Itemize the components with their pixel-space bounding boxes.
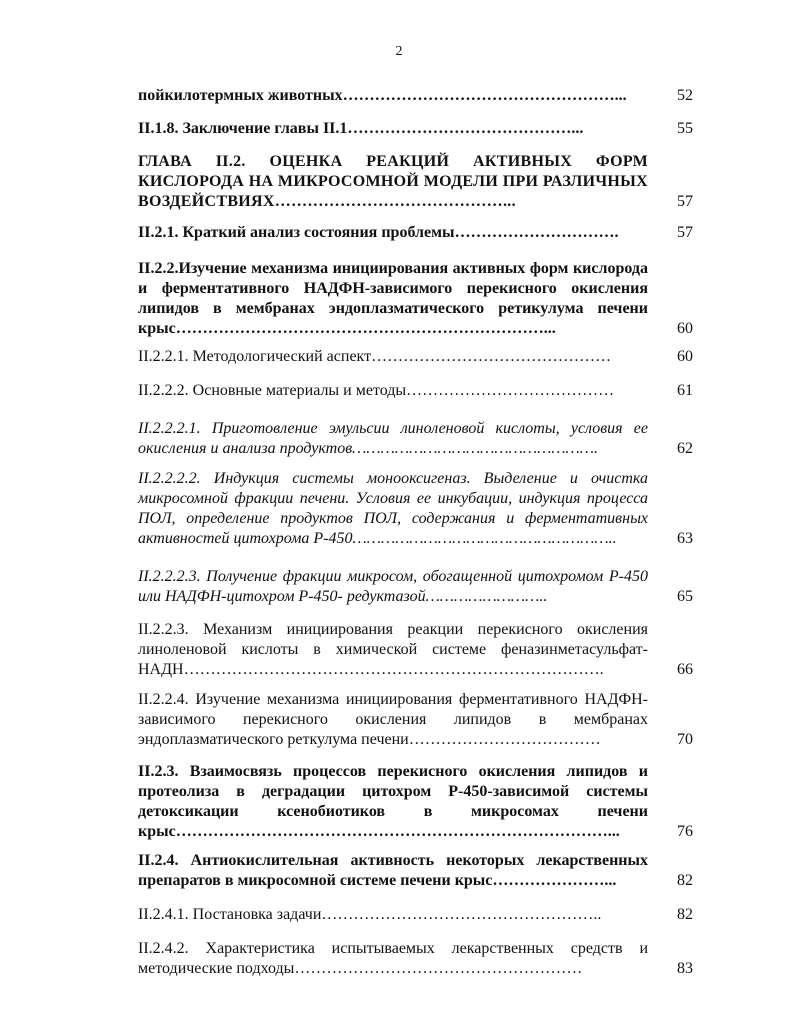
toc-entry[interactable] bbox=[138, 469, 693, 549]
toc-entry[interactable] bbox=[138, 939, 693, 979]
toc-entry-page: 65 bbox=[677, 588, 693, 605]
toc-entry-title: ГЛАВА II.2. ОЦЕНКА РЕАКЦИЙ АКТИВНЫХ ФОРМ КИСЛОРОДА НА МИКРОСОМНОЙ МОДЕЛИ ПРИ РАЗЛИЧНЫХ ВОЗДЕЙСТВИЯХ……………………………………... bbox=[138, 153, 648, 210]
toc-entry[interactable] bbox=[138, 762, 693, 842]
toc-entry-title: II.2.4.2. Характеристика испытываемых лекарственных средств и методические подходы……………………………………………… bbox=[138, 940, 648, 977]
toc-entry-page: 83 bbox=[677, 960, 693, 977]
toc-entry-page: 60 bbox=[677, 320, 693, 337]
toc-entry-page: 66 bbox=[677, 661, 693, 678]
toc-entry-page: 82 bbox=[677, 906, 693, 923]
page-number: 2 bbox=[395, 44, 403, 59]
toc-entry-title: II.2.2.2.2. Индукция системы монооксигеназ. Выделение и очистка микросомной фракции печени. Условия ее инкубации, индукция процесса ПОЛ, определение продуктов ПОЛ, содержания и ферментативных активностей цитохрома Р-450……………………………………………….. bbox=[138, 470, 648, 547]
toc-entry[interactable] bbox=[138, 347, 693, 367]
toc-entry-title: II.2.4. Антиокислительная активность некоторых лекарственных препаратов в микросомной системе печени крыс…………………... bbox=[138, 852, 648, 889]
toc-entry[interactable] bbox=[138, 86, 693, 106]
toc-entry-page: 55 bbox=[677, 120, 693, 137]
toc-entry[interactable] bbox=[138, 381, 693, 401]
toc-entry-title: II.2.2.2.1. Приготовление эмульсии линоленовой кислоты, условия ее окисления и анализа продуктов……………………………………………. bbox=[138, 420, 648, 457]
toc-entry-page: 70 bbox=[677, 731, 693, 748]
toc-entry[interactable] bbox=[138, 259, 693, 339]
toc-entry-title: II.2.2.2.3. Получение фракции микросом, обогащенной цитохромом Р-450 или НАДФН-цитохром Р-450- редуктазой…………………….. bbox=[138, 568, 648, 605]
toc-entry-title: II.2.2.3. Механизм инициирования реакции перекисного окисления линоленовой кислоты в химической системе феназинметасульфат-НАДН……………………………………………………………………. bbox=[138, 621, 648, 678]
toc-entry[interactable] bbox=[138, 567, 693, 607]
toc-entry-page: 61 bbox=[677, 382, 693, 399]
toc-entry-page: 52 bbox=[677, 87, 693, 104]
toc-entry-title: пойкилотермных животных……………………………………………... bbox=[138, 87, 627, 104]
toc-entry-title: II.2.2.2. Основные материалы и методы………………………………… bbox=[138, 382, 615, 399]
toc-entry[interactable] bbox=[138, 851, 693, 891]
toc-entry-page: 57 bbox=[677, 193, 693, 210]
toc-entry-title: II.2.4.1. Постановка задачи…………………………………………….. bbox=[138, 906, 602, 923]
toc-entry[interactable] bbox=[138, 905, 693, 925]
toc-entry-page: 62 bbox=[677, 440, 693, 457]
toc-entry-page: 82 bbox=[677, 872, 693, 889]
toc-entry[interactable] bbox=[138, 419, 693, 459]
toc-entry-title: II.2.3. Взаимосвязь процессов перекисного окисления липидов и протеолиза в деградации цитохром Р-450-зависимой системы детоксикации ксенобиотиков в микросомах печени крыс………………………………………………………………………... bbox=[138, 763, 648, 840]
toc-entry-title: II.2.2.4. Изучение механизма инициирования ферментативного НАДФН-зависимого перекисного окисления липидов в мембранах эндоплазматического реткулума печени……………………………… bbox=[138, 691, 648, 748]
toc-entry-page: 63 bbox=[677, 530, 693, 547]
toc-entry-title: II.2.2.1. Методологический аспект……………………………………… bbox=[138, 348, 612, 365]
toc-entry[interactable] bbox=[138, 620, 693, 680]
toc-entry-title: II.2.2.Изучение механизма инициирования активных форм кислорода и ферментативного НАДФН-зависимого перекисного окисления липидов в мембранах эндоплазматического ретикулума печени крыс……………………………………………………………... bbox=[138, 260, 648, 337]
toc-entry[interactable] bbox=[138, 119, 693, 139]
toc-entry-page: 60 bbox=[677, 348, 693, 365]
toc-entry-title: II.2.1. Краткий анализ состояния проблемы…………………………. bbox=[138, 224, 619, 241]
toc-entry-page: 57 bbox=[677, 224, 693, 241]
toc-entry-page: 76 bbox=[677, 823, 693, 840]
toc-entry[interactable] bbox=[138, 223, 693, 243]
toc-entry-title: II.1.8. Заключение главы II.1……………………………………... bbox=[138, 120, 584, 137]
toc-entry[interactable] bbox=[138, 152, 693, 212]
toc-entry[interactable] bbox=[138, 690, 693, 750]
